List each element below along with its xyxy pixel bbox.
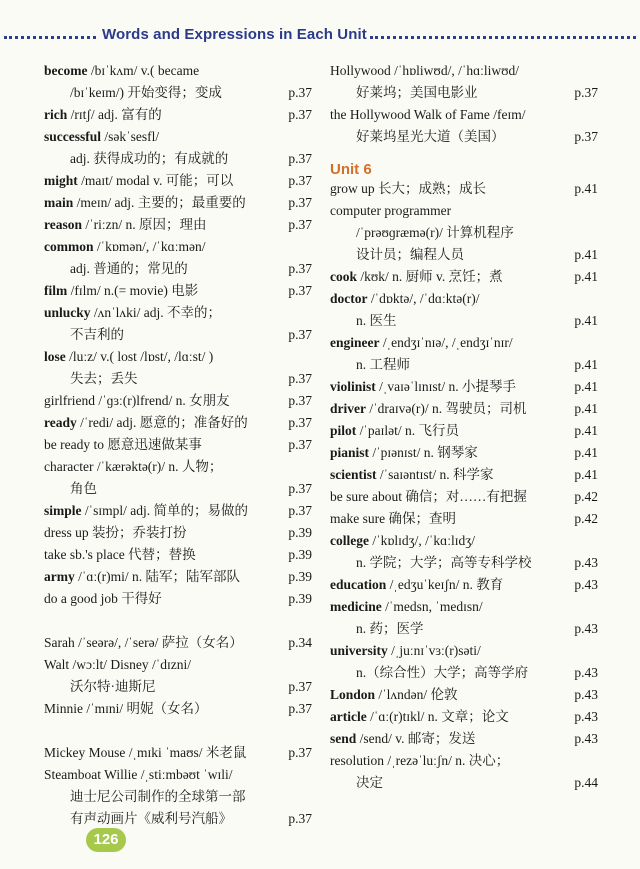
vocab-entry [44,346,312,368]
entry-text: pianist /ˈpɪənɪst/ n. 钢琴家 [330,445,478,460]
entry-text: character /ˈkærəktə(r)/ n. 人物； [44,459,223,474]
entry-page-ref: p.43 [574,709,598,724]
entry-text: make sure 确保；查明 [330,511,456,526]
vocab-entry [44,500,312,522]
entry-text: doctor /ˈdɒktə/, /ˈdɑːktə(r)/ [330,291,480,306]
entry-page-ref: p.41 [574,423,598,438]
entry-page-ref: p.37 [288,327,312,342]
entry-text: university /ˌjuːnɪˈvɜː(r)səti/ [330,643,481,658]
entry-page-ref: p.37 [288,217,312,232]
entry-text: adj. 获得成功的；有成就的 [70,151,229,166]
vocab-entry [330,332,598,354]
entry-page-ref: p.39 [288,591,312,606]
vocab-entry [330,104,598,126]
vocab-entry [44,522,312,544]
entry-page-ref: p.37 [288,701,312,716]
vocab-entry [330,310,598,332]
vocab-entry [330,684,598,706]
vocab-entry [44,60,312,82]
entry-page-ref: p.43 [574,687,598,702]
entry-text: Sarah /ˈseərə/, /ˈserə/ 萨拉（女名） [44,635,243,650]
vocab-entry [330,464,598,486]
vocab-entry [330,596,598,618]
vocab-entry [330,82,598,104]
vocab-entry [330,398,598,420]
entry-text: lose /luːz/ v.( lost /lɒst/, /lɑːst/ ) [44,349,214,364]
entry-page-ref: p.41 [574,313,598,328]
entry-text: n.（综合性）大学；高等学府 [356,665,529,680]
entry-text: take sb.'s place 代替；替换 [44,547,196,562]
entry-text: might /maɪt/ modal v. 可能；可以 [44,173,234,188]
vocab-entry [44,478,312,500]
vocab-entry [44,676,312,698]
entry-text: dress up 装扮；乔装打扮 [44,525,187,540]
entry-text: driver /ˈdraɪvə(r)/ n. 驾驶员；司机 [330,401,527,416]
entry-text: grow up 长大；成熟；成长 [330,181,486,196]
entry-page-ref: p.37 [574,85,598,100]
entry-text: reason /ˈriːzn/ n. 原因；理由 [44,217,207,232]
entry-text: London /ˈlʌndən/ 伦敦 [330,687,458,702]
entry-text: simple /ˈsɪmpl/ adj. 简单的；易做的 [44,503,249,518]
vocab-entry [44,566,312,588]
entry-text: 不吉利的 [70,327,124,342]
vocab-entry [330,728,598,750]
section-title: Words and Expressions in Each Unit [102,26,367,43]
vocab-entry [44,654,312,676]
vocab-entry [44,104,312,126]
entry-text: Steamboat Willie /ˌstiːmbəʊt ˈwɪli/ [44,767,233,782]
left-column [44,60,312,830]
entry-text: ready /ˈredi/ adj. 愿意的；准备好的 [44,415,248,430]
entry-text: n. 学院；大学；高等专科学校 [356,555,532,570]
entry-text: the Hollywood Walk of Fame /feɪm/ [330,107,526,122]
vocab-entry [44,236,312,258]
vocab-entry [44,786,312,808]
entry-text: be ready to 愿意迅速做某事 [44,437,202,452]
entry-text: film /fɪlm/ n.(= movie) 电影 [44,283,199,298]
vocab-entry [330,530,598,552]
entry-text: scientist /ˈsaɪəntɪst/ n. 科学家 [330,467,494,482]
section-header [0,26,640,48]
vocab-entry [330,126,598,148]
entry-text: 好莱坞；美国电影业 [356,85,478,100]
vocab-entry [44,720,312,764]
vocab-entry [330,508,598,530]
entry-text: cook /kʊk/ n. 厨师 v. 烹饪；煮 [330,269,503,284]
vocab-entry [44,192,312,214]
vocab-entry [330,552,598,574]
unit-title: Unit 6 [330,161,372,178]
vocab-entry [44,390,312,412]
entry-page-ref: p.37 [288,261,312,276]
vocab-entry [44,588,312,610]
entry-text: education /ˌedʒuˈkeɪʃn/ n. 教育 [330,577,504,592]
entry-page-ref: p.41 [574,467,598,482]
entry-text: medicine /ˈmedsn, ˈmedɪsn/ [330,599,483,614]
entry-page-ref: p.43 [574,731,598,746]
entry-page-ref: p.41 [574,181,598,196]
vocab-entry [44,148,312,170]
entry-page-ref: p.39 [288,547,312,562]
vocab-entry [330,772,598,794]
vocab-entry [330,354,598,376]
entry-text: resolution /ˌrezəˈluːʃn/ n. 决心； [330,753,510,768]
dotted-rule-left [4,36,96,42]
vocab-entry [44,324,312,346]
entry-text: Minnie /ˈmɪni/ 明妮（女名） [44,701,208,716]
entry-text: adj. 普通的；常见的 [70,261,188,276]
entry-text: do a good job 干得好 [44,591,162,606]
entry-page-ref: p.43 [574,555,598,570]
entry-page-ref: p.37 [288,503,312,518]
entry-text: 好莱坞星光大道（美国） [356,129,505,144]
entry-text: 失去；丢失 [70,371,138,386]
entry-page-ref: p.37 [288,679,312,694]
entry-text: 沃尔特·迪斯尼 [70,679,156,694]
vocab-entry [44,82,312,104]
dotted-rule-right [370,36,636,42]
entry-page-ref: p.41 [574,379,598,394]
entry-text: n. 药；医学 [356,621,424,636]
entry-page-ref: p.37 [288,393,312,408]
entry-text: 角色 [70,481,97,496]
vocab-entry [330,376,598,398]
entry-page-ref: p.37 [288,415,312,430]
vocab-entry [330,244,598,266]
entry-text: be sure about 确信；对……有把握 [330,489,527,504]
entry-text: successful /səkˈsesfl/ [44,129,160,144]
entry-page-ref: p.37 [288,173,312,188]
entry-text: n. 工程师 [356,357,410,372]
entry-page-ref: p.37 [288,85,312,100]
entry-text: /ˈprəʊɡræmə(r)/ 计算机程序 [356,225,514,240]
vocab-entry [44,698,312,720]
vocab-entry [330,266,598,288]
vocab-entry [44,214,312,236]
entry-page-ref: p.41 [574,401,598,416]
vocab-entry [330,420,598,442]
vocab-entry [44,456,312,478]
entry-text: rich /rɪtʃ/ adj. 富有的 [44,107,162,122]
vocab-entry [44,368,312,390]
entry-text: common /ˈkɒmən/, /ˈkɑːmən/ [44,239,206,254]
entry-text: article /ˈɑː(r)tɪkl/ n. 文章；论文 [330,709,509,724]
vocab-entry [330,618,598,640]
entry-page-ref: p.34 [288,635,312,650]
page-number: 126 [86,828,126,852]
vocab-entry [44,544,312,566]
vocab-entry [330,640,598,662]
entry-page-ref: p.43 [574,665,598,680]
entry-text: /bɪˈkeɪm/) 开始变得；变成 [70,85,222,100]
entry-page-ref: p.41 [574,357,598,372]
entry-page-ref: p.37 [288,811,312,826]
unit-heading [330,148,598,178]
entry-text: 设计员；编程人员 [356,247,464,262]
entry-text: unlucky /ʌnˈlʌki/ adj. 不幸的； [44,305,222,320]
vocab-entry [330,442,598,464]
vocab-entry [330,486,598,508]
entry-text: main /meɪn/ adj. 主要的；最重要的 [44,195,246,210]
entry-text: Hollywood /ˈhɒliwʊd/, /ˈhɑːliwʊd/ [330,63,520,78]
entry-text: engineer /ˌendʒɪˈnɪə/, /ˌendʒɪˈnɪr/ [330,335,513,350]
entry-page-ref: p.37 [288,151,312,166]
entry-page-ref: p.37 [288,745,312,760]
entry-page-ref: p.39 [288,525,312,540]
vocab-entry [330,222,598,244]
entry-text: computer programmer [330,203,452,218]
vocab-entry [44,258,312,280]
entry-page-ref: p.37 [574,129,598,144]
entry-page-ref: p.37 [288,371,312,386]
vocab-entry [330,706,598,728]
vocab-entry [44,808,312,830]
vocab-entry [330,178,598,200]
vocab-entry [44,610,312,654]
entry-text: violinist /ˌvaɪəˈlɪnɪst/ n. 小提琴手 [330,379,516,394]
entry-text: send /send/ v. 邮寄；发送 [330,731,476,746]
entry-text: 有声动画片《威利号汽船》 [70,811,232,826]
entry-page-ref: p.37 [288,107,312,122]
entry-page-ref: p.37 [288,437,312,452]
entry-page-ref: p.41 [574,445,598,460]
entry-text: college /ˈkɒlɪdʒ/, /ˈkɑːlɪdʒ/ [330,533,475,548]
entry-page-ref: p.37 [288,195,312,210]
entry-page-ref: p.43 [574,621,598,636]
vocab-entry [44,170,312,192]
vocab-entry [330,60,598,82]
vocab-entry [330,662,598,684]
entry-page-ref: p.41 [574,269,598,284]
vocab-entry [330,288,598,310]
entry-page-ref: p.43 [574,577,598,592]
entry-text: pilot /ˈpaɪlət/ n. 飞行员 [330,423,459,438]
entry-text: 决定 [356,775,383,790]
entry-page-ref: p.41 [574,247,598,262]
entry-text: girlfriend /ˈɡɜː(r)lfrend/ n. 女朋友 [44,393,230,408]
entry-text: 迪士尼公司制作的全球第一部 [70,789,246,804]
entry-page-ref: p.37 [288,283,312,298]
entry-page-ref: p.42 [574,489,598,504]
vocab-entry [44,126,312,148]
vocab-entry [44,764,312,786]
vocab-entry [330,750,598,772]
entry-page-ref: p.37 [288,481,312,496]
entry-text: n. 医生 [356,313,397,328]
entry-page-ref: p.42 [574,511,598,526]
right-column [330,60,598,794]
vocab-entry [330,574,598,596]
entry-text: become /bɪˈkʌm/ v.( became [44,63,200,78]
entry-page-ref: p.44 [574,775,598,790]
entry-page-ref: p.39 [288,569,312,584]
vocab-entry [330,200,598,222]
vocab-entry [44,412,312,434]
vocab-entry [44,302,312,324]
vocab-entry [44,434,312,456]
entry-text: Walt /wɔːlt/ Disney /ˈdɪzni/ [44,657,192,672]
entry-text: army /ˈɑː(r)mi/ n. 陆军；陆军部队 [44,569,241,584]
entry-text: Mickey Mouse /ˌmɪki ˈmaʊs/ 米老鼠 [44,745,247,760]
vocab-entry [44,280,312,302]
